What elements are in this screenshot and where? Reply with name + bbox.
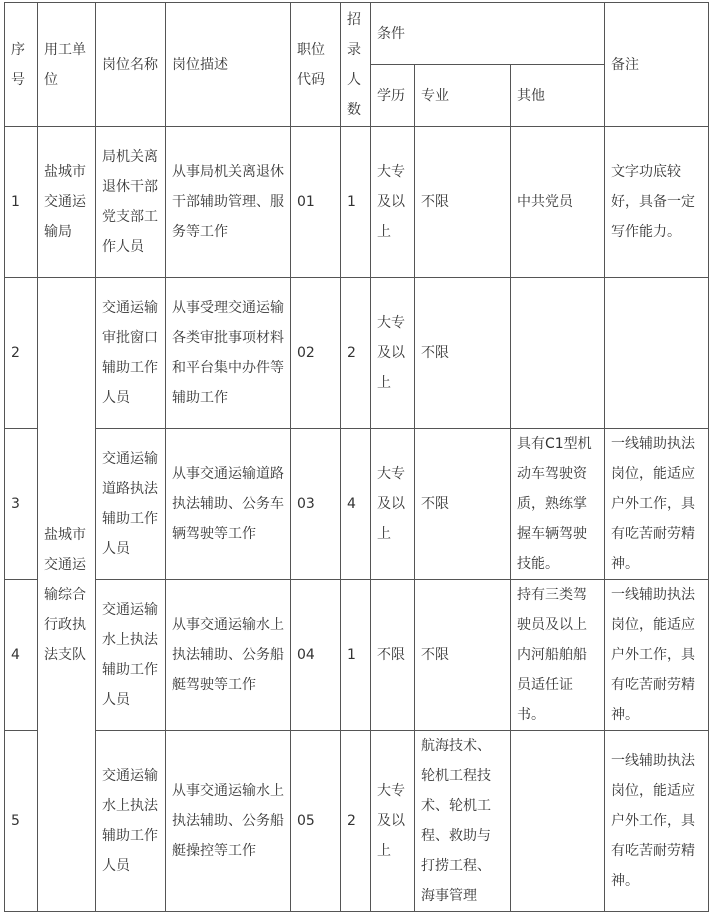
header-employer: 用工单位 <box>38 3 96 127</box>
cell-post-code: 01 <box>291 127 341 278</box>
cell-education: 不限 <box>371 580 415 731</box>
cell-remarks: 一线辅助执法岗位，能适应户外工作，具有吃苦耐劳精神。 <box>605 731 709 912</box>
table-row <box>5 580 709 731</box>
header-count: 招录人数 <box>341 3 371 127</box>
cell-post-desc: 从事受理交通运输各类审批事项材料和平台集中办件等辅助工作 <box>166 278 291 429</box>
cell-seq: 4 <box>5 580 38 731</box>
cell-post-desc: 从事交通运输道路执法辅助、公务车辆驾驶等工作 <box>166 429 291 580</box>
header-row <box>5 3 709 65</box>
header-post-desc: 岗位描述 <box>166 3 291 127</box>
header-conditions: 条件 <box>371 3 605 65</box>
header-remarks: 备注 <box>605 3 709 127</box>
cell-seq: 3 <box>5 429 38 580</box>
cell-remarks: 一线辅助执法岗位，能适应户外工作，具有吃苦耐劳精神。 <box>605 429 709 580</box>
cell-post-desc: 从事交通运输水上执法辅助、公务船艇操控等工作 <box>166 731 291 912</box>
cell-seq: 5 <box>5 731 38 912</box>
cell-count: 4 <box>341 429 371 580</box>
cell-other: 具有C1型机动车驾驶资质，熟练掌握车辆驾驶技能。 <box>511 429 605 580</box>
cell-remarks <box>605 278 709 429</box>
table-row <box>5 731 709 912</box>
cell-count: 1 <box>341 580 371 731</box>
cell-other <box>511 731 605 912</box>
cell-post-name: 交通运输审批窗口辅助工作人员 <box>96 278 166 429</box>
cell-post-name: 交通运输水上执法辅助工作人员 <box>96 580 166 731</box>
table-row <box>5 278 709 429</box>
cell-major: 航海技术、轮机工程技术、轮机工程、救助与打捞工程、海事管理 <box>415 731 511 912</box>
cell-post-name: 交通运输水上执法辅助工作人员 <box>96 731 166 912</box>
header-post-name: 岗位名称 <box>96 3 166 127</box>
cell-post-code: 05 <box>291 731 341 912</box>
cell-major: 不限 <box>415 580 511 731</box>
cell-remarks: 文字功底较好，具备一定写作能力。 <box>605 127 709 278</box>
cell-post-code: 04 <box>291 580 341 731</box>
cell-count: 1 <box>341 127 371 278</box>
cell-post-code: 03 <box>291 429 341 580</box>
cell-count: 2 <box>341 731 371 912</box>
cell-count: 2 <box>341 278 371 429</box>
cell-education: 大专及以上 <box>371 127 415 278</box>
cell-remarks: 一线辅助执法岗位，能适应户外工作，具有吃苦耐劳精神。 <box>605 580 709 731</box>
cell-post-code: 02 <box>291 278 341 429</box>
cell-education: 大专及以上 <box>371 731 415 912</box>
cell-post-desc: 从事交通运输水上执法辅助、公务船艇驾驶等工作 <box>166 580 291 731</box>
cell-major: 不限 <box>415 278 511 429</box>
cell-seq: 1 <box>5 127 38 278</box>
header-major: 专业 <box>415 65 511 127</box>
header-other: 其他 <box>511 65 605 127</box>
cell-post-name: 交通运输道路执法辅助工作人员 <box>96 429 166 580</box>
header-education: 学历 <box>371 65 415 127</box>
cell-major: 不限 <box>415 429 511 580</box>
cell-education: 大专及以上 <box>371 278 415 429</box>
cell-employer: 盐城市交通运输局 <box>38 127 96 278</box>
cell-other: 持有三类驾驶员及以上内河船舶船员适任证书。 <box>511 580 605 731</box>
table-row <box>5 127 709 278</box>
cell-post-name: 局机关离退休干部党支部工作人员 <box>96 127 166 278</box>
cell-post-desc: 从事局机关离退休干部辅助管理、服务等工作 <box>166 127 291 278</box>
cell-seq: 2 <box>5 278 38 429</box>
table-row <box>5 429 709 580</box>
cell-other: 中共党员 <box>511 127 605 278</box>
recruitment-table <box>4 2 709 912</box>
cell-other <box>511 278 605 429</box>
cell-education: 大专及以上 <box>371 429 415 580</box>
header-seq: 序号 <box>5 3 38 127</box>
cell-major: 不限 <box>415 127 511 278</box>
header-post-code: 职位代码 <box>291 3 341 127</box>
cell-employer: 盐城市交通运输综合行政执法支队 <box>38 278 96 912</box>
